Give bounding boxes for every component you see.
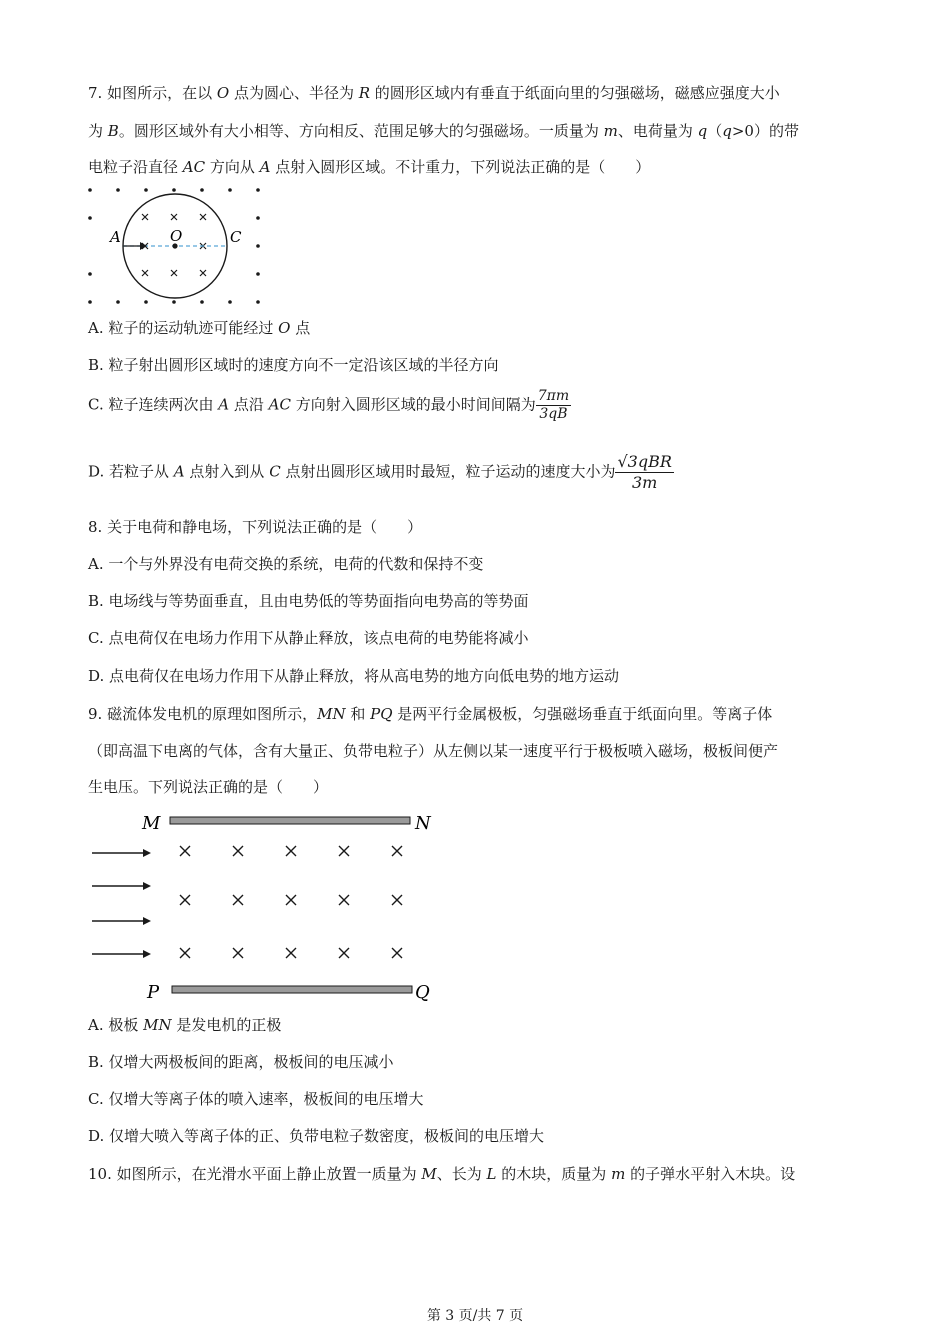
entry-arrow [123, 242, 147, 250]
q7-stem-line2: 为 B。圆形区域外有大小相等、方向相反、范围足够大的匀强磁场。一质量为 m、电荷量为 q（q>0）的带 [88, 122, 799, 140]
plate-PQ [172, 986, 412, 993]
q9-stem-line2: （即高温下电离的气体，含有大量正、负带电粒子）从左侧以某一速度平行于极板喷入磁场，极板间便产 [88, 742, 779, 760]
label-P: P [147, 982, 160, 1003]
q7-option-c: C. 粒子连续两次由 A 点沿 AC 方向射入圆形区域的最小时间间隔为 $\frac{7\pi m}{3qB}$ [88, 388, 570, 422]
q10-stem-line1: 10. 如图所示，在光滑水平面上静止放置一质量为 M、长为 L 的木块，质量为 m 的子弹水平射入木块。设 [88, 1165, 796, 1183]
q7-magnetic-field-figure [80, 180, 280, 315]
plasma-arrows [92, 849, 151, 958]
label-M: M [142, 813, 161, 834]
q8-option-a: A. 一个与外界没有电荷交换的系统，电荷的代数和保持不变 [88, 555, 484, 573]
label-O: O [170, 227, 183, 245]
q7-option-a: A. 粒子的运动轨迹可能经过 O 点 [88, 319, 311, 337]
plate-MN [170, 817, 410, 824]
q7-option-c-fraction: $\frac{7\pi m}{3qB}$ [537, 388, 570, 422]
q9-generator-figure [85, 805, 445, 1005]
q9-option-d: D. 仅增大喷入等离子体的正、负带电粒子数密度，极板间的电压增大 [88, 1127, 545, 1145]
q7-option-b: B. 粒子射出圆形区域时的速度方向不一定沿该区域的半径方向 [88, 356, 499, 374]
label-A: A [110, 228, 121, 246]
q7-stem-line3: 电粒子沿直径 AC 方向从 A 点射入圆形区域。不计重力，下列说法正确的是（ ） [88, 158, 651, 176]
q9-option-a: A. 极板 MN 是发电机的正极 [88, 1016, 282, 1034]
q8-stem: 8. 关于电荷和静电场，下列说法正确的是（ ） [88, 518, 423, 536]
q9-stem-line1: 9. 磁流体发电机的原理如图所示，MN 和 PQ 是两平行金属极板，匀强磁场垂直于纸面向里。等离子体 [88, 705, 773, 723]
q9-option-b: B. 仅增大两极板间的距离，极板间的电压减小 [88, 1053, 394, 1071]
q8-option-c: C. 点电荷仅在电场力作用下从静止释放，该点电荷的电势能将减小 [88, 629, 529, 647]
label-C: C [230, 228, 242, 246]
q7-option-d: D. 若粒子从 A 点射入到从 C 点射出圆形区域用时最短，粒子运动的速度大小为 $\frac{\text{√3qBR}}{3m}$ [88, 452, 672, 492]
q8-option-b: B. 电场线与等势面垂直，且由电势低的等势面指向电势高的等势面 [88, 592, 529, 610]
q8-option-d: D. 点电荷仅在电场力作用下从静止释放，将从高电势的地方向低电势的地方运动 [88, 667, 620, 685]
label-Q: Q [415, 982, 430, 1003]
q7-stem-line1: 7. 如图所示，在以 O 点为圆心、半径为 R 的圆形区域内有垂直于纸面向里的匀强磁场，磁感应强度大小 [88, 84, 780, 102]
field-crosses [180, 846, 402, 958]
q9-stem-line3: 生电压。下列说法正确的是（ ） [88, 778, 329, 796]
q9-option-c: C. 仅增大等离子体的喷入速率，极板间的电压增大 [88, 1090, 424, 1108]
q7-option-d-fraction: $\frac{\text{√3qBR}}{3m}$ [617, 452, 672, 492]
label-N: N [415, 813, 431, 834]
page-footer: 第 3 页/共 7 页 [426, 1308, 524, 1324]
